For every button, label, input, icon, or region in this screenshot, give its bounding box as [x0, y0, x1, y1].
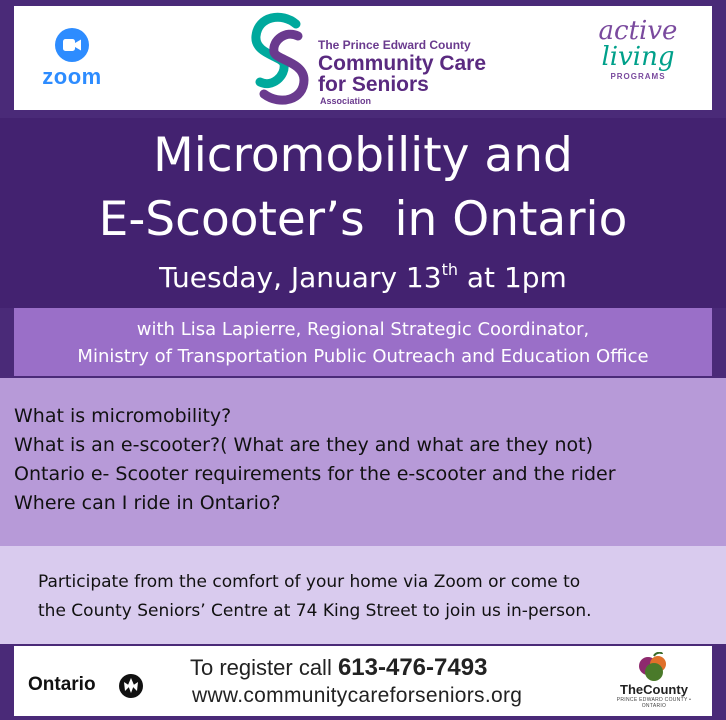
programs-word: PROGRAMS: [610, 72, 666, 81]
topic-item: Ontario e- Scooter requirements for the e-scooter and the rider: [14, 463, 616, 485]
participate-line-2: the County Seniors’ Centre at 74 King Street to join us in-person.: [38, 601, 592, 621]
community-care-logo: [242, 10, 522, 108]
event-title-line-1: Micromobility and: [153, 128, 573, 183]
event-date: [0, 260, 726, 294]
event-title-line-2: E-Scooter’s in Ontario: [98, 192, 628, 247]
event-date-prefix: Tuesday, January 13: [159, 261, 442, 294]
participate-text: [38, 568, 592, 626]
speaker-line-2: Ministry of Transportation Public Outreach and Education Office: [77, 346, 649, 367]
speaker-info: [14, 316, 712, 370]
topic-item: What is an e-scooter?( What are they and what are they not): [14, 434, 593, 456]
footer: [14, 646, 712, 716]
community-care-logo-icon: [242, 10, 318, 108]
zoom-logo: [36, 28, 108, 90]
speaker-line-1: with Lisa Lapierre, Regional Strategic Coordinator,: [136, 319, 590, 340]
event-title: [0, 124, 726, 252]
register-line: [190, 654, 487, 682]
active-word: active: [598, 16, 678, 46]
county-subtitle: PRINCE EDWARD COUNTY • ONTARIO: [616, 697, 692, 709]
ontario-trillium-icon: [118, 673, 144, 699]
register-prefix: To register call: [190, 655, 338, 680]
participate-band: [0, 546, 726, 644]
topic-list: [14, 402, 616, 518]
living-word: living: [601, 42, 675, 72]
active-living-logo: [588, 18, 688, 81]
ontario-label: Ontario: [28, 674, 96, 695]
topic-item: Where can I ride in Ontario?: [14, 492, 281, 514]
association-line-3: for Seniors: [318, 73, 429, 96]
website-link[interactable]: www.communitycareforseniors.org: [192, 684, 523, 707]
association-line-4: Association: [320, 96, 372, 106]
association-line-1: The Prince Edward County: [318, 38, 471, 52]
topic-item: What is micromobility?: [14, 405, 232, 427]
zoom-label: zoom: [42, 64, 102, 89]
the-county-logo: [606, 652, 702, 709]
questions-band: [0, 378, 726, 546]
title-band: [0, 118, 726, 308]
logo-header: [14, 6, 712, 110]
zoom-camera-icon: [55, 28, 89, 62]
speaker-band: [14, 308, 712, 376]
event-date-suffix: th: [441, 260, 458, 279]
the-county-logo-icon: [634, 652, 674, 684]
county-name: TheCounty: [620, 682, 688, 697]
phone-number[interactable]: 613-476-7493: [337, 654, 488, 681]
participate-line-1: Participate from the comfort of your home via Zoom or come to: [38, 572, 581, 592]
event-date-time: at 1pm: [458, 261, 567, 294]
association-line-2: Community Care: [318, 52, 487, 75]
